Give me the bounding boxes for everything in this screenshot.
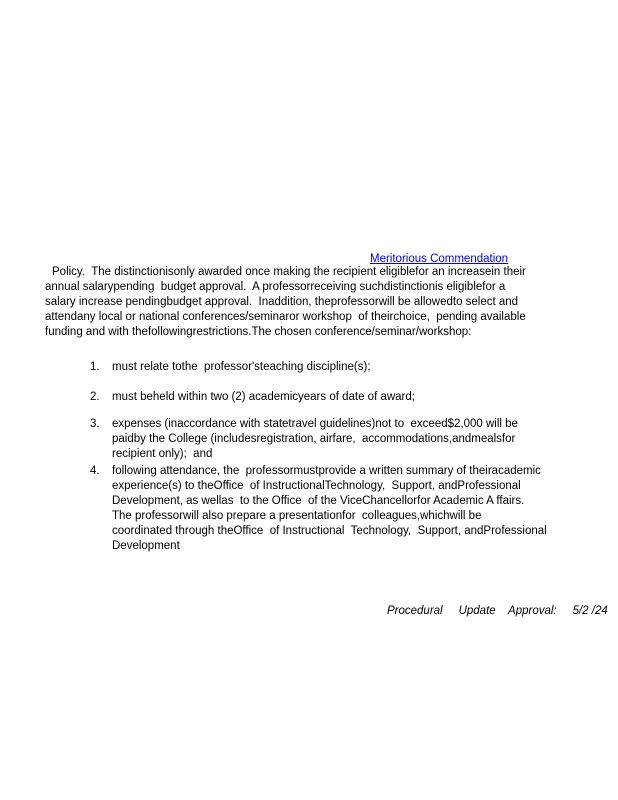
policy-paragraph [45,265,526,340]
policy-line: salary increase pendingbudget approval. Inaddition, theprofessorwill be allowedto select and [45,296,519,308]
list-line: Development [112,540,180,552]
approval-footer: Procedural Update Approval: 5/2 /24 [387,605,608,617]
list-line: following attendance, the professormustprovide a written summary of theiracademic [112,465,541,477]
policy-line: funding and with thefollowingrestrictions.The chosen conference/seminar/workshop: [45,326,472,338]
list-line: expenses (inaccordance with statetravel guidelines)not to exceed$2,000 will be [112,418,518,430]
list-item-text [112,417,518,462]
list-item-4 [90,464,547,554]
policy-line: annual salarypending budget approval. A professorreceiving suchdistinctionis eligiblefor a [45,281,506,293]
list-item-2 [90,390,415,405]
policy-line: attendany local or national conferences/seminaror workshop of theirchoice, pending available [45,311,526,323]
list-item-3 [90,417,518,462]
list-number: 3. [90,418,100,430]
policy-line: Policy. The distinctionisonly awarded once making the recipient eligiblefor an increasein their [52,266,526,278]
list-line: The professorwill also prepare a presentationfor colleagues,whichwill be [112,510,482,522]
list-item-text [112,464,547,554]
list-line: must beheld within two (2) academicyears of date of award; [112,391,415,403]
list-item-1 [90,360,371,375]
list-line: must relate tothe professor'steaching discipline(s); [112,361,371,373]
list-number: 2. [90,391,100,403]
list-line: paidby the College (includesregistration, airfare, accommodations,andmealsfor [112,433,516,445]
list-line: Development, as wellas to the Office of the ViceChancellorfor Academic A ffairs. [112,495,525,507]
list-item-text [112,390,415,405]
meritorious-commendation-link[interactable]: Meritorious Commendation [370,253,509,265]
list-line: experience(s) to theOffice of InstructionalTechnology, Support, andProfessional [112,480,521,492]
list-number: 4. [90,465,100,477]
list-number: 1. [90,361,100,373]
list-item-text [112,360,371,375]
list-line: recipient only); and [112,448,213,460]
list-line: coordinated through theOffice of Instructional Technology, Support, andProfessional [112,525,547,537]
